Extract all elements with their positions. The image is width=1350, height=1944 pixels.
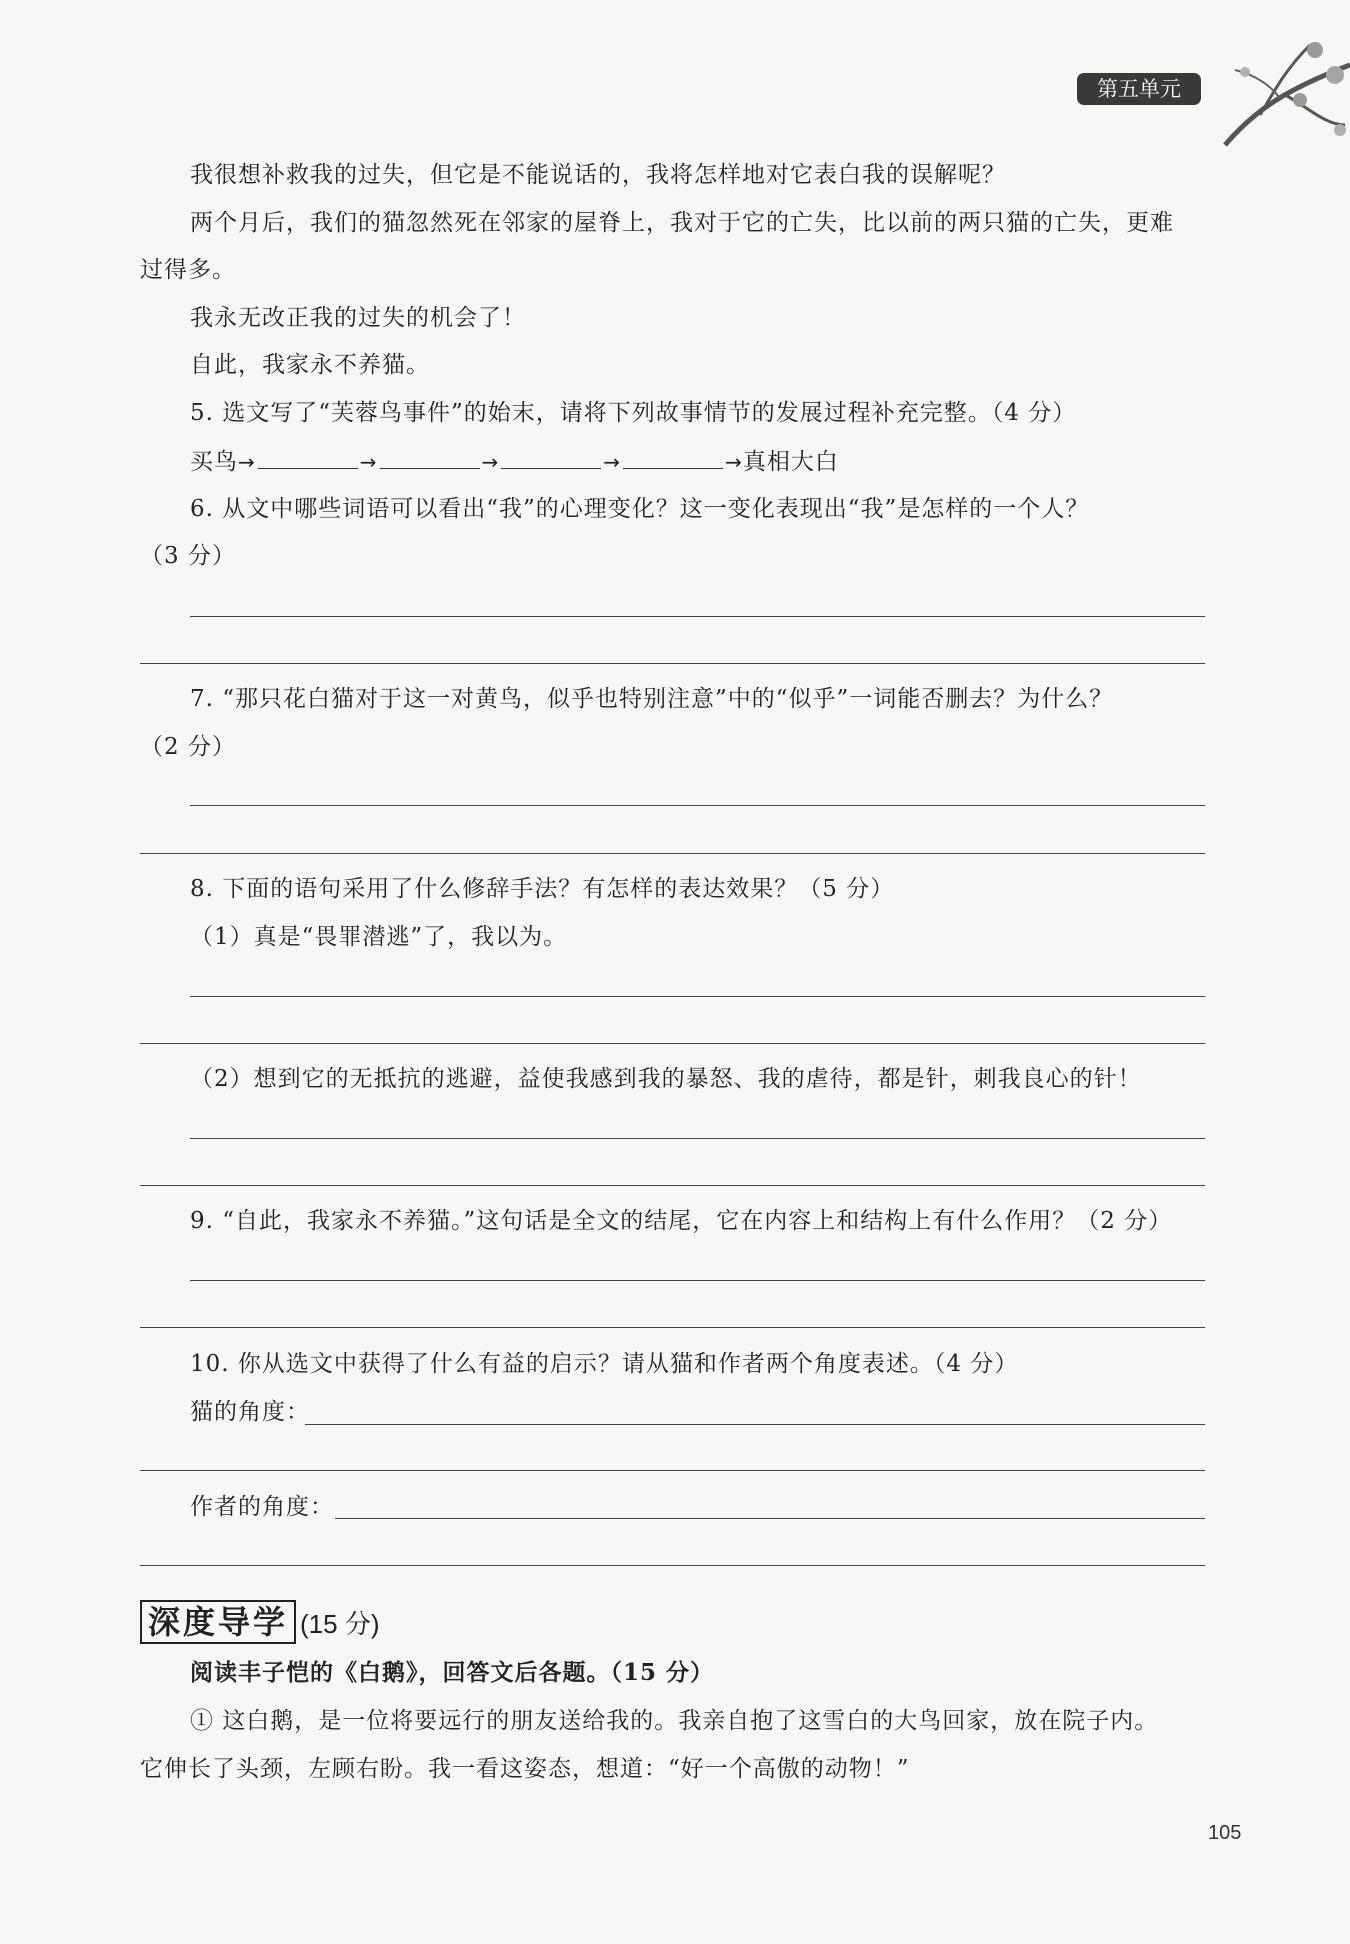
answer-line[interactable] xyxy=(140,1185,1205,1186)
answer-line[interactable] xyxy=(190,1280,1205,1281)
section-heading xyxy=(140,1600,379,1644)
passage-line: 两个月后，我们的猫忽然死在邻家的屋脊上，我对于它的亡失，比以前的两只猫的亡失，更难 xyxy=(190,210,1174,236)
answer-line[interactable] xyxy=(140,1470,1205,1471)
q5-start: 买鸟 xyxy=(190,449,238,475)
plum-branch-decoration xyxy=(1215,30,1350,160)
answer-line[interactable] xyxy=(190,1138,1205,1139)
question-10: 10. 你从选文中获得了什么有益的启示？请从猫和作者两个角度表述。（4 分） xyxy=(190,1351,1019,1377)
passage-line: 过得多。 xyxy=(140,257,236,283)
q5-blank-1[interactable] xyxy=(258,446,358,469)
q5-end: 真相大白 xyxy=(742,449,839,475)
answer-line[interactable] xyxy=(140,1043,1205,1044)
cat-angle-answer-line[interactable] xyxy=(305,1424,1205,1425)
q5-blank-3[interactable] xyxy=(501,446,601,469)
passage-line: 我很想补救我的过失，但它是不能说话的，我将怎样地对它表白我的误解呢？ xyxy=(190,162,1006,188)
arrow-icon: → xyxy=(238,450,256,474)
q5-blank-4[interactable] xyxy=(623,446,723,469)
reading-instruction: 阅读丰子恺的《白鹅》，回答文后各题。（15 分） xyxy=(190,1659,715,1686)
question-8-sub2: （2）想到它的无抵抗的逃避，益使我感到我的暴怒、我的虐待，都是针，刺我良心的针！ xyxy=(190,1066,1142,1092)
page-number: 105 xyxy=(1208,1822,1242,1844)
question-6: 6. 从文中哪些词语可以看出“我”的心理变化？这一变化表现出“我”是怎样的一个人？ xyxy=(190,496,1090,522)
unit-badge: 第五单元 xyxy=(1077,73,1201,105)
arrow-icon: → xyxy=(359,450,378,474)
author-angle-answer-line[interactable] xyxy=(335,1518,1205,1519)
question-7: 7. “那只花白猫对于这一对黄鸟，似乎也特别注意”中的“似乎”一词能否删去？为什么？ xyxy=(190,686,1114,712)
answer-line[interactable] xyxy=(140,1565,1205,1566)
answer-line[interactable] xyxy=(190,996,1205,997)
q10-cat-label: 猫的角度： xyxy=(190,1399,310,1425)
answer-line[interactable] xyxy=(140,853,1205,854)
question-6-score: （3 分） xyxy=(140,543,236,569)
question-5: 5. 选文写了“芙蓉鸟事件”的始末，请将下列故事情节的发展过程补充完整。（4 分） xyxy=(190,400,1077,426)
answer-line[interactable] xyxy=(190,805,1205,806)
arrow-icon: → xyxy=(725,450,743,474)
question-9: 9. “自此，我家永不养猫。”这句话是全文的结尾，它在内容上和结构上有什么作用？（2 分） xyxy=(190,1208,1173,1234)
arrow-icon: → xyxy=(481,450,500,474)
section-title: 深度导学 xyxy=(140,1600,296,1644)
q5-blank-2[interactable] xyxy=(380,446,480,469)
reading-paragraph-line: 它伸长了头颈，左顾右盼。我一看这姿态，想道：“好一个高傲的动物！” xyxy=(140,1756,910,1782)
q5-flow xyxy=(190,446,839,477)
question-7-score: （2 分） xyxy=(140,734,236,760)
arrow-icon: → xyxy=(603,450,622,474)
answer-line[interactable] xyxy=(140,663,1205,664)
reading-paragraph-line: ① 这白鹅，是一位将要远行的朋友送给我的。我亲自抱了这雪白的大鸟回家，放在院子内。 xyxy=(190,1708,1159,1734)
section-score: (15 分) xyxy=(300,1608,380,1639)
q10-author-label: 作者的角度： xyxy=(190,1494,334,1520)
answer-line[interactable] xyxy=(190,616,1205,617)
passage-line: 我永无改正我的过失的机会了！ xyxy=(190,305,526,331)
question-8-sub1: （1）真是“畏罪潜逃”了，我以为。 xyxy=(190,924,568,950)
passage-line: 自此，我家永不养猫。 xyxy=(190,352,430,378)
answer-line[interactable] xyxy=(140,1327,1205,1328)
question-8: 8. 下面的语句采用了什么修辞手法？有怎样的表达效果？（5 分） xyxy=(190,876,895,902)
